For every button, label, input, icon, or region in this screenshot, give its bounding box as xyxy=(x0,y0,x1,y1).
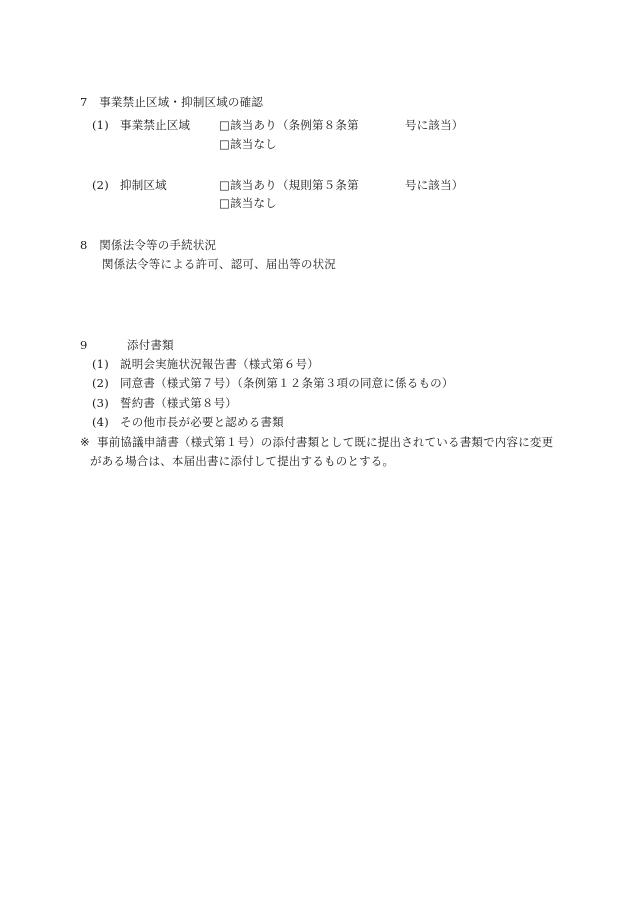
section9-item2-text: 同意書（様式第７号）（条例第１２条第３項の同意に係るもの） xyxy=(120,376,454,390)
section8-heading: 8 関係法令等の手続状況 xyxy=(80,238,217,252)
note-line2: がある場合は、本届出書に添付して提出するものとする。 xyxy=(90,454,395,468)
section7-item1-label: 事業禁止区域 xyxy=(120,118,191,132)
section7-item1-option-no: □該当なし xyxy=(219,137,277,151)
note-line1: 事前協議申請書（様式第１号）の添付書類として既に提出されている書類で内容に変更 xyxy=(97,435,554,449)
section9-title: 添付書類 xyxy=(127,338,174,352)
section8-body: 関係法令等による許可、認可、届出等の状況 xyxy=(102,257,336,271)
section9-item4-number: (4) xyxy=(92,415,109,429)
section9-item1-text: 説明会実施状況報告書（様式第６号） xyxy=(120,357,319,371)
section9-number: 9 xyxy=(80,338,88,352)
section9-item1-number: (1) xyxy=(92,357,109,371)
section7-item1-option-yes: □該当あり（条例第８条第 xyxy=(219,118,359,132)
section7-item2-option-yes: □該当あり（規則第５条第 xyxy=(219,178,359,192)
section9-item2-number: (2) xyxy=(92,376,109,390)
section7-item1-option-yes-suffix: 号に該当） xyxy=(405,118,464,132)
section9-item3-number: (3) xyxy=(92,396,109,410)
section7-item1-number: (1) xyxy=(92,118,109,132)
note-mark: ※ xyxy=(80,435,90,449)
section9-item3-text: 誓約書（様式第８号） xyxy=(120,396,237,410)
section7-item2-option-yes-suffix: 号に該当） xyxy=(405,178,464,192)
section7-item2-label: 抑制区域 xyxy=(120,178,167,192)
section7-heading: 7 事業禁止区域・抑制区域の確認 xyxy=(80,95,264,109)
section9-item4-text: その他市長が必要と認める書類 xyxy=(120,415,284,429)
section7-item2-number: (2) xyxy=(92,178,109,192)
section7-item2-option-no: □該当なし xyxy=(219,196,277,210)
